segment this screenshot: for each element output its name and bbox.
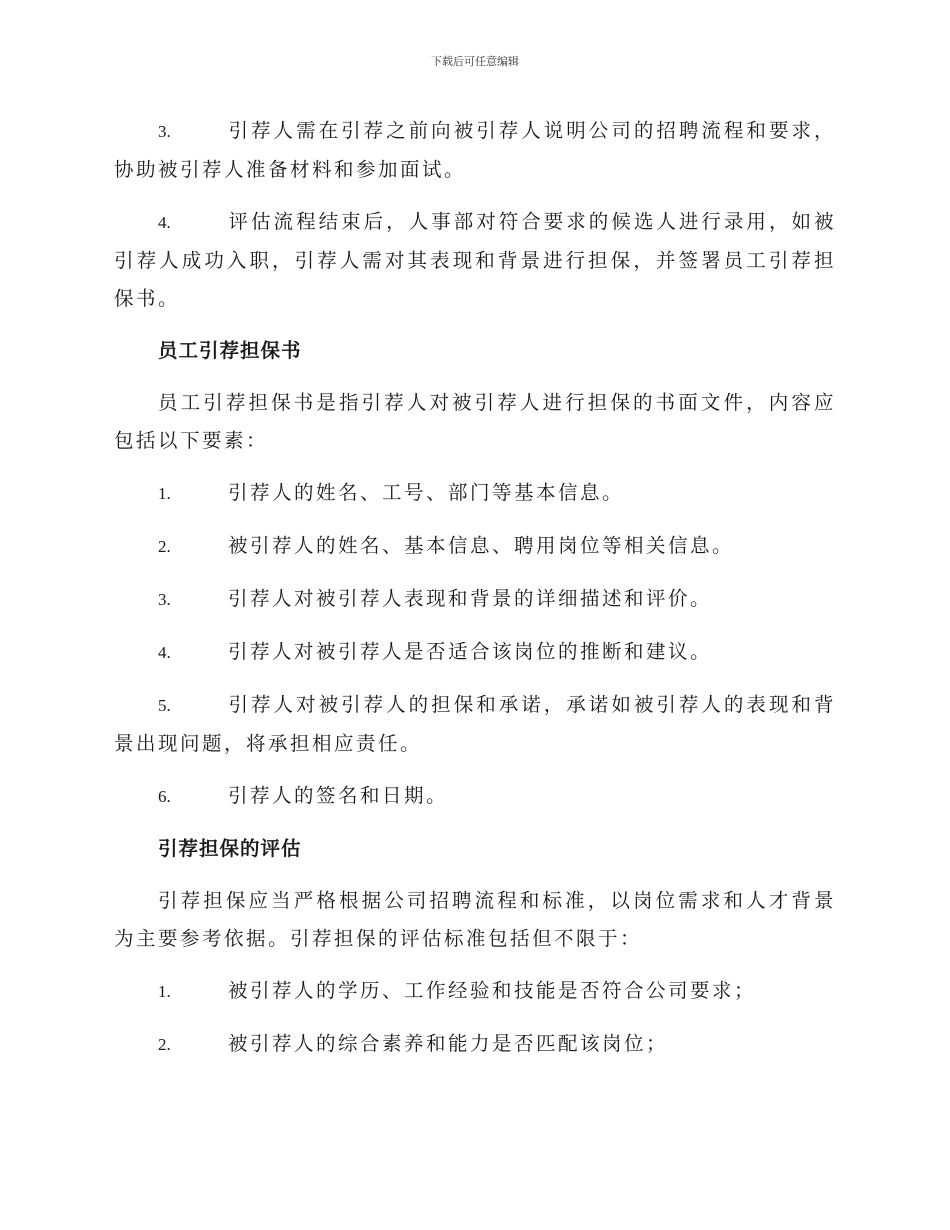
- list-text: 被引荐人的学历、工作经验和技能是否符合公司要求；: [228, 979, 757, 1002]
- list-number: 2.: [158, 537, 171, 556]
- list-text: 引荐人对被引荐人是否适合该岗位的推断和建议。: [228, 640, 713, 663]
- list-item: [114, 580, 836, 619]
- list-number: 6.: [158, 787, 171, 806]
- list-text: 引荐人的签名和日期。: [228, 784, 449, 807]
- list-text: 被引荐人的综合素养和能力是否匹配该岗位；: [228, 1032, 669, 1055]
- list-item: [114, 972, 836, 1011]
- list-number: 3.: [158, 590, 171, 609]
- list-text: 引荐人对被引荐人表现和背景的详细描述和评价。: [228, 587, 713, 610]
- paragraph: 员工引荐担保书是指引荐人对被引荐人进行担保的书面文件，内容应包括以下要素：: [114, 391, 836, 452]
- page-header: 下载后可任意编辑: [431, 55, 519, 68]
- list-text: 评估流程结束后，人事部对符合要求的候选人进行录用，如被引荐人成功入职，引荐人需对其表现和背景进行担保，并签署员工引荐担保书。: [114, 210, 836, 310]
- list-number: 1.: [158, 484, 171, 503]
- list-number: 3.: [158, 122, 171, 141]
- list-item: [114, 474, 836, 513]
- list-text: 引荐人对被引荐人的担保和承诺，承诺如被引荐人的表现和背景出现问题，将承担相应责任。: [114, 693, 836, 755]
- list-number: 4.: [158, 213, 171, 232]
- section-heading: 引荐担保的评估: [158, 837, 302, 860]
- list-text: 被引荐人的姓名、基本信息、聘用岗位等相关信息。: [228, 534, 735, 557]
- list-item: [114, 527, 836, 566]
- section-heading: 员工引荐担保书: [158, 339, 302, 362]
- list-item: [114, 686, 836, 763]
- list-item: [114, 633, 836, 672]
- list-number: 2.: [158, 1035, 171, 1054]
- document-body: [114, 112, 836, 1078]
- list-item: [114, 1025, 836, 1064]
- list-number: 1.: [158, 982, 171, 1001]
- list-text: 引荐人需在引荐之前向被引荐人说明公司的招聘流程和要求，协助被引荐人准备材料和参加面试。: [114, 119, 836, 181]
- list-item: [114, 112, 836, 189]
- list-text: 引荐人的姓名、工号、部门等基本信息。: [228, 481, 625, 504]
- paragraph: 引荐担保应当严格根据公司招聘流程和标准，以岗位需求和人才背景为主要参考依据。引荐担保的评估标准包括但不限于：: [114, 889, 836, 950]
- list-item: [114, 777, 836, 816]
- list-number: 4.: [158, 643, 171, 662]
- list-item: [114, 203, 836, 318]
- list-number: 5.: [158, 696, 171, 715]
